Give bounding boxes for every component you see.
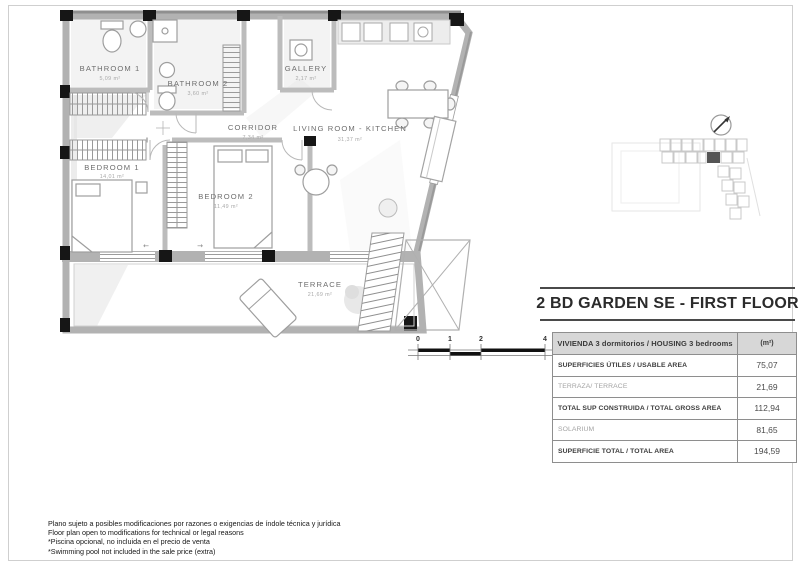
gallery-appliance xyxy=(290,40,312,60)
table-row-label: TOTAL SUP CONSTRUIDA / TOTAL GROSS AREA xyxy=(558,404,722,412)
scale-bar xyxy=(408,336,552,360)
site-minimap xyxy=(612,139,760,219)
room-area-bathroom2: 3,60 m² xyxy=(187,91,209,97)
table-row-value: 21,69 xyxy=(737,377,796,398)
round-table xyxy=(295,165,337,195)
room-label-gallery: GALLERY xyxy=(284,64,328,73)
bed-bedroom1 xyxy=(72,180,147,252)
room-area-bedroom2: 11,49 m² xyxy=(213,204,239,210)
compass-icon xyxy=(711,115,731,135)
table-row-value: 81,65 xyxy=(737,420,796,441)
slider-arrow-right-icon: → xyxy=(197,242,203,250)
disclaimer-text xyxy=(48,519,340,556)
room-area-terrace: 21,69 m² xyxy=(307,292,333,298)
site-units-column xyxy=(718,166,749,219)
room-area-bedroom1: 14,01 m² xyxy=(99,174,125,180)
room-label-bedroom2: BEDROOM 2 xyxy=(198,192,254,201)
pouf xyxy=(379,199,397,217)
table-header-label: VIVIENDA 3 dormitorios / HOUSING 3 bedrooms xyxy=(557,339,733,348)
site-units-row1 xyxy=(660,139,747,151)
table-row xyxy=(553,441,796,462)
scale-label-4: 4 xyxy=(543,336,547,343)
room-area-gallery: 2,17 m² xyxy=(295,76,317,82)
room-label-terrace: TERRACE xyxy=(298,280,342,289)
area-table xyxy=(552,332,797,463)
disclaimer-line: Floor plan open to modifications for technical or legal reasons xyxy=(48,528,244,538)
table-row xyxy=(553,377,796,399)
room-label-bedroom1: BEDROOM 1 xyxy=(84,163,140,172)
disclaimer-line: *Swimming pool not included in the sale price (extra) xyxy=(48,546,216,556)
scale-label-2: 2 xyxy=(479,336,483,343)
slider-arrow-left-icon: ← xyxy=(143,242,149,250)
table-row-value: 194,59 xyxy=(737,441,796,462)
table-header-unit: (m²) xyxy=(737,333,796,354)
room-label-living: LIVING ROOM - KITCHEN xyxy=(293,124,407,133)
disclaimer-line: *Piscina opcional, no incluida en el precio de venta xyxy=(48,537,210,547)
room-area-living: 31,37 m² xyxy=(337,137,363,143)
table-row xyxy=(553,355,796,377)
table-row-value: 75,07 xyxy=(737,355,796,376)
table-row-label: SUPERFICIE TOTAL / TOTAL AREA xyxy=(558,447,674,455)
table-row xyxy=(553,420,796,442)
highlighted-unit xyxy=(707,152,720,163)
room-label-bathroom2: BATHROOM 2 xyxy=(167,79,229,88)
room-label-corridor: CORRIDOR xyxy=(227,123,279,132)
table-row-label: SOLARIUM xyxy=(558,426,595,434)
table-row-label: TERRAZA/ TERRACE xyxy=(558,383,628,391)
room-area-corridor: 7,34 m² xyxy=(242,135,264,141)
disclaimer-line: Plano sujeto a posibles modificaciones por razones o exigencias de índole técnica y jurídica xyxy=(48,519,341,528)
scale-label-1: 1 xyxy=(448,336,452,343)
site-units-row2 xyxy=(662,152,744,163)
plan-title: 2 BD GARDEN SE - FIRST FLOOR xyxy=(540,287,795,321)
reference-cross xyxy=(156,121,170,135)
room-label-bathroom1: BATHROOM 1 xyxy=(79,64,141,73)
table-row-value: 112,94 xyxy=(737,398,796,419)
kitchen-counter xyxy=(338,20,450,44)
room-area-bathroom1: 5,09 m² xyxy=(99,76,121,82)
area-table-header xyxy=(553,333,796,355)
scale-label-0: 0 xyxy=(416,336,420,343)
table-row xyxy=(553,398,796,420)
table-row-label: SUPERFICIES ÚTILES / USABLE AREA xyxy=(558,361,688,369)
